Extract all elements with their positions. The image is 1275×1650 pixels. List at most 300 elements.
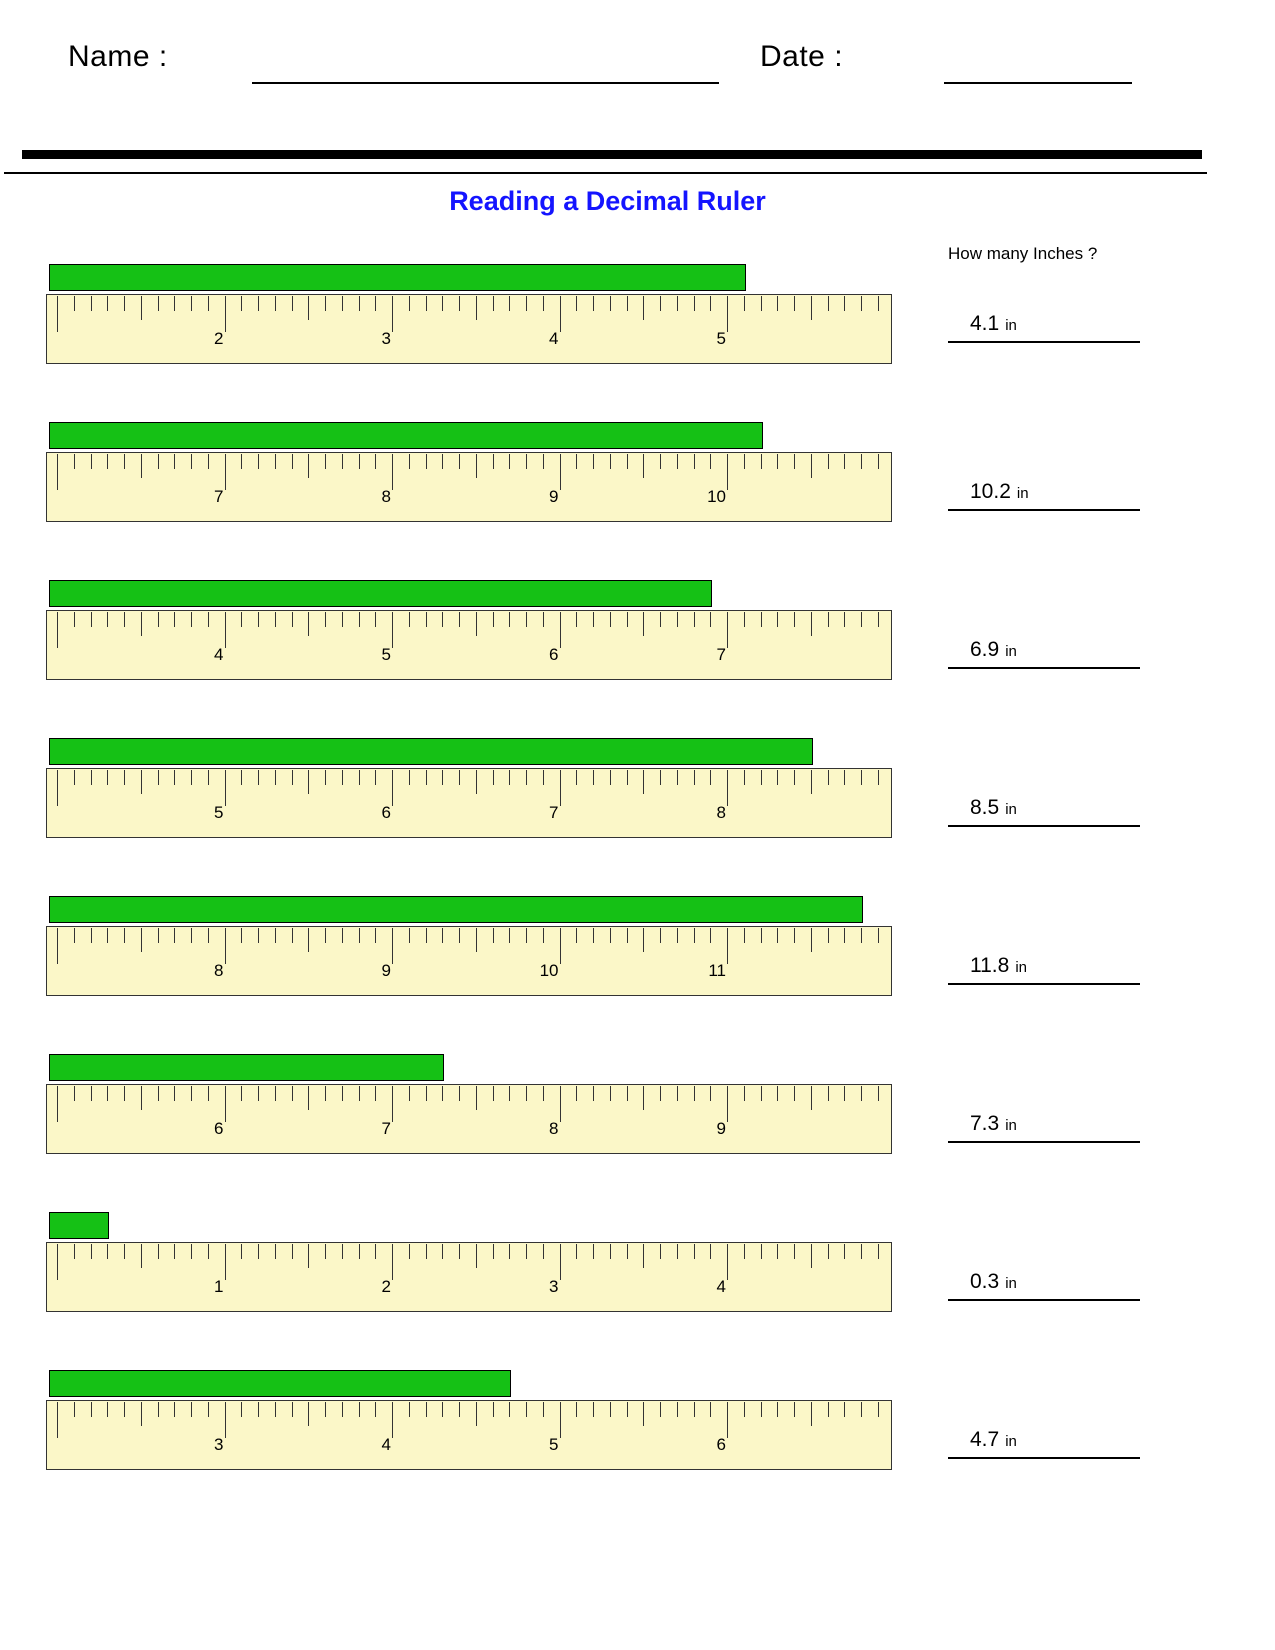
ruler-tick-minor [107, 454, 108, 469]
ruler-tick-minor [91, 296, 92, 311]
ruler-tick-minor [241, 770, 242, 785]
ruler-tick-minor [91, 1244, 92, 1259]
answer-write-line[interactable] [948, 1141, 1140, 1143]
divider-thin [4, 172, 1207, 174]
ruler-tick-inch [57, 770, 58, 806]
measured-bar [49, 1212, 109, 1239]
ruler-tick-minor [844, 770, 845, 785]
ruler-inch-label: 10 [539, 961, 559, 980]
ruler-tick-minor [777, 612, 778, 627]
ruler-tick-minor [710, 928, 711, 943]
ruler-tick-minor [308, 1244, 309, 1268]
ruler-tick-minor [493, 770, 494, 785]
answer-value: 11.8 [970, 954, 1010, 977]
ruler-tick-minor [794, 1244, 795, 1259]
measured-bar [49, 1054, 444, 1081]
ruler-tick-minor [459, 296, 460, 311]
ruler-tick-minor [861, 296, 862, 311]
answer-value: 6.9 [970, 638, 1000, 661]
ruler-tick-minor [794, 612, 795, 627]
ruler-tick-minor [141, 1244, 142, 1268]
ruler-inch-label: 5 [381, 645, 391, 664]
ruler-inch-label: 2 [214, 329, 224, 348]
ruler-tick-minor [610, 770, 611, 785]
ruler-tick-minor [308, 928, 309, 952]
ruler-tick-minor [275, 454, 276, 469]
ruler-inch-label: 8 [716, 803, 726, 822]
ruler-tick-minor [158, 454, 159, 469]
ruler-tick-minor [141, 770, 142, 794]
ruler-tick-minor [241, 928, 242, 943]
ruler [46, 1400, 892, 1470]
ruler-tick-minor [794, 1086, 795, 1101]
ruler-tick-minor [543, 928, 544, 943]
measured-bar [49, 422, 763, 449]
ruler-tick-minor [593, 1244, 594, 1259]
ruler-tick-minor [844, 1244, 845, 1259]
ruler-tick-minor [861, 1244, 862, 1259]
ruler-tick-minor [710, 1244, 711, 1259]
ruler [46, 294, 892, 364]
ruler-tick-minor [308, 1402, 309, 1426]
ruler-tick-minor [828, 770, 829, 785]
ruler-tick-minor [493, 454, 494, 469]
ruler-tick-minor [660, 928, 661, 943]
ruler-tick-minor [811, 1086, 812, 1110]
ruler-tick-minor [241, 1402, 242, 1417]
ruler-inch-label: 8 [549, 1119, 559, 1138]
ruler-tick-minor [174, 1244, 175, 1259]
ruler-tick-minor [359, 612, 360, 627]
ruler-tick-minor [576, 454, 577, 469]
ruler-tick-minor [643, 1086, 644, 1110]
ruler-inch-label: 8 [214, 961, 224, 980]
ruler-tick-minor [761, 1086, 762, 1101]
ruler-tick-minor [174, 454, 175, 469]
ruler-tick-minor [861, 612, 862, 627]
answer-write-line[interactable] [948, 983, 1140, 985]
ruler-tick-minor [375, 770, 376, 785]
ruler-inch-label: 6 [381, 803, 391, 822]
ruler-tick-minor [744, 296, 745, 311]
ruler-tick-minor [828, 1402, 829, 1417]
ruler-tick-inch [225, 1244, 226, 1280]
ruler-tick-minor [74, 296, 75, 311]
ruler-tick-minor [526, 454, 527, 469]
ruler-tick-minor [794, 770, 795, 785]
ruler-tick-minor [878, 296, 879, 311]
ruler-tick-minor [509, 612, 510, 627]
ruler-tick-inch [392, 296, 393, 332]
ruler-tick-minor [677, 1086, 678, 1101]
ruler-tick-minor [442, 454, 443, 469]
ruler-tick-minor [141, 1086, 142, 1110]
ruler-tick-minor [526, 1402, 527, 1417]
ruler-tick-minor [375, 612, 376, 627]
measured-bar [49, 896, 863, 923]
ruler-tick-minor [593, 612, 594, 627]
ruler-tick-minor [158, 1086, 159, 1101]
ruler-tick-minor [459, 770, 460, 785]
ruler-tick-minor [325, 928, 326, 943]
ruler-tick-minor [794, 928, 795, 943]
ruler-tick-minor [476, 770, 477, 794]
ruler-tick-minor [107, 1086, 108, 1101]
ruler-tick-inch [57, 296, 58, 332]
ruler-tick-minor [442, 1244, 443, 1259]
name-label: Name : [68, 40, 168, 73]
ruler-tick-minor [526, 612, 527, 627]
ruler-tick-minor [627, 1402, 628, 1417]
ruler-tick-inch [560, 1086, 561, 1122]
ruler [46, 1242, 892, 1312]
ruler-tick-minor [677, 1402, 678, 1417]
ruler-tick-minor [593, 1086, 594, 1101]
ruler-tick-minor [308, 296, 309, 320]
ruler-inch-label: 3 [549, 1277, 559, 1296]
name-write-line[interactable] [252, 82, 719, 84]
ruler-tick-minor [844, 612, 845, 627]
ruler-tick-minor [610, 296, 611, 311]
ruler-tick-minor [593, 296, 594, 311]
answer-write-line[interactable] [948, 341, 1140, 343]
ruler-tick-minor [643, 296, 644, 320]
ruler-tick-minor [442, 1402, 443, 1417]
ruler-inch-label: 3 [214, 1435, 224, 1454]
measured-bar [49, 738, 813, 765]
ruler-tick-minor [509, 1244, 510, 1259]
ruler-tick-minor [241, 1244, 242, 1259]
ruler-tick-inch [727, 1086, 728, 1122]
ruler-tick-minor [694, 1086, 695, 1101]
answer-block [948, 312, 1140, 343]
ruler-tick-minor [258, 454, 259, 469]
ruler-tick-minor [543, 1086, 544, 1101]
ruler-tick-minor [124, 1244, 125, 1259]
ruler-tick-inch [225, 1086, 226, 1122]
answer-unit: in [1016, 485, 1029, 502]
ruler-tick-minor [325, 1402, 326, 1417]
ruler-tick-minor [878, 612, 879, 627]
ruler-tick-minor [844, 1402, 845, 1417]
answer-unit: in [1005, 1275, 1017, 1292]
ruler-tick-minor [308, 612, 309, 636]
ruler-tick-minor [208, 1086, 209, 1101]
ruler-tick-minor [275, 1086, 276, 1101]
ruler-tick-minor [476, 612, 477, 636]
ruler-tick-minor [91, 612, 92, 627]
ruler-tick-minor [526, 1086, 527, 1101]
ruler-tick-minor [426, 612, 427, 627]
ruler-tick-minor [459, 928, 460, 943]
ruler-tick-minor [844, 1086, 845, 1101]
ruler-tick-minor [543, 1402, 544, 1417]
ruler-inch-label: 8 [381, 487, 391, 506]
ruler-tick-minor [710, 454, 711, 469]
ruler-tick-minor [744, 454, 745, 469]
ruler-tick-minor [694, 1244, 695, 1259]
worksheet-header [0, 40, 1275, 110]
ruler-tick-minor [744, 1402, 745, 1417]
ruler-tick-minor [107, 1402, 108, 1417]
ruler-tick-minor [275, 1402, 276, 1417]
ruler-tick-minor [459, 1244, 460, 1259]
ruler-tick-minor [593, 1402, 594, 1417]
ruler-tick-minor [660, 1244, 661, 1259]
date-write-line[interactable] [944, 82, 1132, 84]
ruler-tick-minor [828, 1086, 829, 1101]
ruler-tick-minor [761, 928, 762, 943]
ruler-tick-minor [409, 454, 410, 469]
ruler-tick-minor [359, 454, 360, 469]
ruler-tick-minor [375, 1244, 376, 1259]
ruler-tick-minor [275, 928, 276, 943]
ruler-tick-inch [560, 770, 561, 806]
ruler-tick-inch [727, 1402, 728, 1438]
ruler-tick-minor [74, 770, 75, 785]
ruler-tick-minor [409, 1244, 410, 1259]
ruler-tick-minor [107, 612, 108, 627]
ruler-tick-inch [225, 612, 226, 648]
ruler-tick-minor [610, 1402, 611, 1417]
ruler-tick-minor [191, 1086, 192, 1101]
ruler-tick-minor [476, 1244, 477, 1268]
ruler-tick-inch [727, 296, 728, 332]
ruler-tick-minor [493, 296, 494, 311]
ruler-tick-minor [208, 296, 209, 311]
ruler-inch-label: 9 [716, 1119, 726, 1138]
ruler-tick-minor [643, 928, 644, 952]
ruler-tick-minor [710, 612, 711, 627]
ruler-tick-minor [292, 296, 293, 311]
answer-block [948, 638, 1140, 669]
ruler-tick-minor [241, 612, 242, 627]
ruler-tick-minor [241, 296, 242, 311]
ruler-tick-minor [543, 612, 544, 627]
date-label: Date : [760, 40, 844, 73]
ruler-tick-minor [543, 770, 544, 785]
ruler [46, 452, 892, 522]
ruler-tick-minor [359, 1086, 360, 1101]
answer-value: 0.3 [970, 1270, 1000, 1293]
ruler-tick-minor [459, 454, 460, 469]
ruler-tick-minor [426, 1244, 427, 1259]
ruler-tick-minor [174, 770, 175, 785]
ruler-tick-minor [744, 1086, 745, 1101]
ruler-tick-minor [375, 296, 376, 311]
ruler-tick-minor [74, 1402, 75, 1417]
ruler-tick-minor [191, 1402, 192, 1417]
ruler-inch-label: 6 [549, 645, 559, 664]
ruler-tick-minor [694, 1402, 695, 1417]
ruler-tick-minor [643, 1244, 644, 1268]
answer-block [948, 954, 1140, 985]
ruler-tick-minor [342, 296, 343, 311]
answer-value: 10.2 [970, 480, 1011, 503]
ruler-tick-minor [359, 1244, 360, 1259]
answer-write-line[interactable] [948, 509, 1140, 511]
ruler-tick-minor [878, 454, 879, 469]
ruler-tick-minor [158, 1244, 159, 1259]
ruler-tick-minor [124, 770, 125, 785]
ruler-tick-inch [392, 770, 393, 806]
ruler-tick-inch [57, 612, 58, 648]
ruler-inch-label: 7 [716, 645, 726, 664]
ruler-tick-minor [91, 1086, 92, 1101]
ruler-tick-minor [174, 1086, 175, 1101]
ruler-tick-inch [727, 1244, 728, 1280]
ruler-tick-inch [57, 454, 58, 490]
ruler-tick-minor [107, 296, 108, 311]
ruler-tick-minor [292, 1244, 293, 1259]
ruler-tick-minor [258, 296, 259, 311]
ruler-tick-minor [342, 770, 343, 785]
ruler-tick-minor [710, 1402, 711, 1417]
ruler-tick-minor [844, 296, 845, 311]
ruler-tick-minor [694, 454, 695, 469]
answer-value: 4.1 [970, 312, 1000, 335]
ruler-inch-label: 7 [381, 1119, 391, 1138]
ruler-tick-minor [409, 296, 410, 311]
ruler-tick-minor [107, 1244, 108, 1259]
ruler-tick-minor [308, 1086, 309, 1110]
ruler-tick-minor [677, 454, 678, 469]
ruler-tick-minor [526, 1244, 527, 1259]
ruler-tick-minor [660, 612, 661, 627]
ruler-tick-minor [91, 1402, 92, 1417]
ruler-tick-minor [828, 612, 829, 627]
ruler-tick-minor [660, 1402, 661, 1417]
ruler-tick-inch [392, 1402, 393, 1438]
ruler-tick-minor [694, 612, 695, 627]
ruler-tick-minor [208, 770, 209, 785]
ruler-tick-minor [258, 1244, 259, 1259]
ruler-tick-minor [643, 1402, 644, 1426]
ruler-tick-minor [174, 928, 175, 943]
ruler-tick-minor [342, 928, 343, 943]
ruler-tick-minor [509, 1086, 510, 1101]
ruler-tick-minor [208, 1402, 209, 1417]
ruler-tick-minor [643, 770, 644, 794]
ruler-tick-minor [878, 1244, 879, 1259]
ruler-tick-minor [141, 1402, 142, 1426]
ruler [46, 610, 892, 680]
ruler-tick-minor [526, 770, 527, 785]
answer-block [948, 1112, 1140, 1143]
ruler-tick-minor [643, 612, 644, 636]
ruler-inch-label: 5 [549, 1435, 559, 1454]
ruler-inch-label: 4 [214, 645, 224, 664]
ruler-tick-minor [811, 296, 812, 320]
ruler-tick-minor [459, 1086, 460, 1101]
ruler-tick-minor [627, 928, 628, 943]
measured-bar [49, 580, 712, 607]
ruler-tick-minor [359, 296, 360, 311]
ruler-tick-minor [493, 1086, 494, 1101]
ruler-tick-inch [560, 1244, 561, 1280]
ruler-tick-minor [359, 928, 360, 943]
ruler-tick-minor [258, 1086, 259, 1101]
ruler-tick-minor [761, 612, 762, 627]
ruler-tick-minor [610, 1086, 611, 1101]
ruler-tick-minor [627, 1244, 628, 1259]
ruler-tick-minor [526, 296, 527, 311]
ruler-tick-minor [241, 1086, 242, 1101]
ruler-tick-minor [241, 454, 242, 469]
ruler-tick-minor [593, 928, 594, 943]
ruler-tick-minor [509, 770, 510, 785]
ruler-tick-inch [560, 612, 561, 648]
ruler-tick-minor [878, 1086, 879, 1101]
ruler-inch-label: 7 [549, 803, 559, 822]
ruler-tick-minor [627, 770, 628, 785]
ruler-tick-minor [158, 928, 159, 943]
ruler-inch-label: 9 [549, 487, 559, 506]
ruler [46, 768, 892, 838]
ruler-tick-minor [292, 770, 293, 785]
ruler-tick-minor [794, 1402, 795, 1417]
ruler-tick-minor [828, 296, 829, 311]
ruler-tick-minor [576, 1402, 577, 1417]
answer-write-line[interactable] [948, 825, 1140, 827]
ruler-tick-minor [442, 1086, 443, 1101]
answer-write-line[interactable] [948, 1299, 1140, 1301]
ruler-tick-inch [560, 454, 561, 490]
ruler-tick-minor [342, 1402, 343, 1417]
ruler-tick-minor [375, 928, 376, 943]
answer-unit: in [1005, 1117, 1017, 1134]
ruler-tick-inch [560, 1402, 561, 1438]
ruler-inch-label: 2 [381, 1277, 391, 1296]
ruler-tick-minor [861, 770, 862, 785]
answer-block [948, 1270, 1140, 1301]
ruler-tick-minor [694, 770, 695, 785]
answer-value: 4.7 [970, 1428, 1000, 1451]
ruler-tick-minor [761, 454, 762, 469]
ruler-tick-inch [57, 928, 58, 964]
ruler-tick-minor [174, 612, 175, 627]
ruler-tick-minor [610, 454, 611, 469]
ruler-tick-inch [560, 296, 561, 332]
ruler-tick-minor [844, 928, 845, 943]
answer-write-line[interactable] [948, 1457, 1140, 1459]
ruler-tick-minor [777, 770, 778, 785]
ruler-tick-minor [191, 454, 192, 469]
answer-block [948, 480, 1140, 511]
answer-write-line[interactable] [948, 667, 1140, 669]
ruler-tick-inch [392, 1244, 393, 1280]
ruler-tick-minor [677, 928, 678, 943]
ruler-tick-minor [660, 454, 661, 469]
ruler-tick-minor [426, 1402, 427, 1417]
answer-unit: in [1005, 643, 1017, 660]
ruler-tick-inch [57, 1402, 58, 1438]
ruler-tick-minor [543, 1244, 544, 1259]
ruler-tick-minor [627, 296, 628, 311]
ruler-tick-minor [191, 1244, 192, 1259]
answer-block [948, 1428, 1140, 1459]
ruler-tick-minor [342, 1086, 343, 1101]
ruler-tick-minor [744, 612, 745, 627]
ruler-tick-minor [593, 454, 594, 469]
ruler-tick-minor [576, 1244, 577, 1259]
ruler-inch-label: 4 [716, 1277, 726, 1296]
ruler-tick-minor [660, 770, 661, 785]
ruler-tick-minor [375, 1402, 376, 1417]
ruler-tick-minor [811, 612, 812, 636]
ruler-tick-minor [124, 928, 125, 943]
answer-block [948, 796, 1140, 827]
